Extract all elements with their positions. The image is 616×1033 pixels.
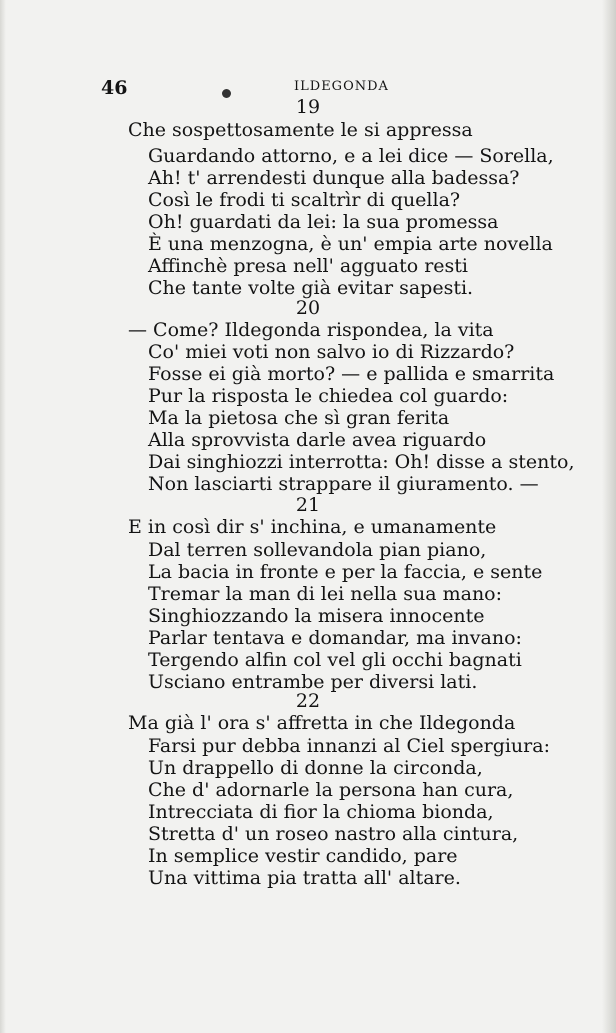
verse-line: Ma la pietosa che sì gran ferita bbox=[148, 407, 450, 429]
verse-line: Alla sprovvista darle avea riguardo bbox=[148, 429, 487, 451]
running-title: ILDEGONDA bbox=[294, 79, 389, 94]
page-edge-left bbox=[0, 0, 6, 1033]
stanza-number: 21 bbox=[295, 494, 321, 516]
verse-line: Ma già l' ora s' affretta in che Ildegonda bbox=[128, 712, 516, 734]
verse-line: Tremar la man di lei nella sua mano: bbox=[148, 583, 503, 605]
verse-line: È una menzogna, è un' empia arte novella bbox=[148, 233, 553, 255]
verse-line: La bacia in fronte e per la faccia, e sente bbox=[148, 561, 543, 583]
verse-line: — Come? Ildegonda rispondea, la vita bbox=[128, 319, 494, 341]
verse-line: Che tante volte già evitar sapesti. bbox=[148, 277, 474, 299]
verse-line: Dal terren sollevandola pian piano, bbox=[148, 539, 487, 561]
verse-line: Così le frodi ti scaltrìr di quella? bbox=[148, 189, 461, 211]
verse-line: Usciano entrambe per diversi lati. bbox=[148, 671, 478, 693]
verse-line: Che d' adornarle la persona han cura, bbox=[148, 779, 514, 801]
verse-line: Dai singhiozzi interrotta: Oh! disse a stento, bbox=[148, 451, 575, 473]
verse-line: Farsi pur debba innanzi al Ciel spergiura: bbox=[148, 735, 550, 757]
verse-line: Non lasciarti strappare il giuramento. — bbox=[148, 473, 539, 495]
verse-line: Ah! t' arrendesti dunque alla badessa? bbox=[148, 167, 520, 189]
verse-line: Affinchè presa nell' agguato resti bbox=[148, 255, 468, 277]
verse-line: Co' miei voti non salvo io di Rizzardo? bbox=[148, 341, 515, 363]
verse-line: E in così dir s' inchina, e umanamente bbox=[128, 516, 497, 538]
verse-line: Fosse ei già morto? — e pallida e smarrita bbox=[148, 363, 555, 385]
verse-line: Pur la risposta le chiedea col guardo: bbox=[148, 385, 509, 407]
verse-line: Parlar tentava e domandar, ma invano: bbox=[148, 627, 522, 649]
verse-line: Guardando attorno, e a lei dice — Sorella, bbox=[148, 145, 554, 167]
verse-line: Che sospettosamente le si appressa bbox=[128, 119, 473, 141]
verse-line: Tergendo alfin col vel gli occhi bagnati bbox=[148, 649, 522, 671]
verse-line: Stretta d' un roseo nastro alla cintura, bbox=[148, 823, 519, 845]
verse-line: Intrecciata di fior la chioma bionda, bbox=[148, 801, 494, 823]
stanza-number: 20 bbox=[295, 297, 321, 319]
verse-line: Singhiozzando la misera innocente bbox=[148, 605, 485, 627]
page-number: 46 bbox=[101, 77, 128, 99]
verse-line: In semplice vestir candido, pare bbox=[148, 845, 458, 867]
verse-line: Un drappello di donne la circonda, bbox=[148, 757, 483, 779]
page-edge-right bbox=[602, 0, 616, 1033]
stanza-number: 22 bbox=[295, 690, 321, 712]
verse-line: Oh! guardati da lei: la sua promessa bbox=[148, 211, 499, 233]
stanza-number: 19 bbox=[295, 96, 321, 118]
verse-line: Una vittima pia tratta all' altare. bbox=[148, 867, 461, 889]
